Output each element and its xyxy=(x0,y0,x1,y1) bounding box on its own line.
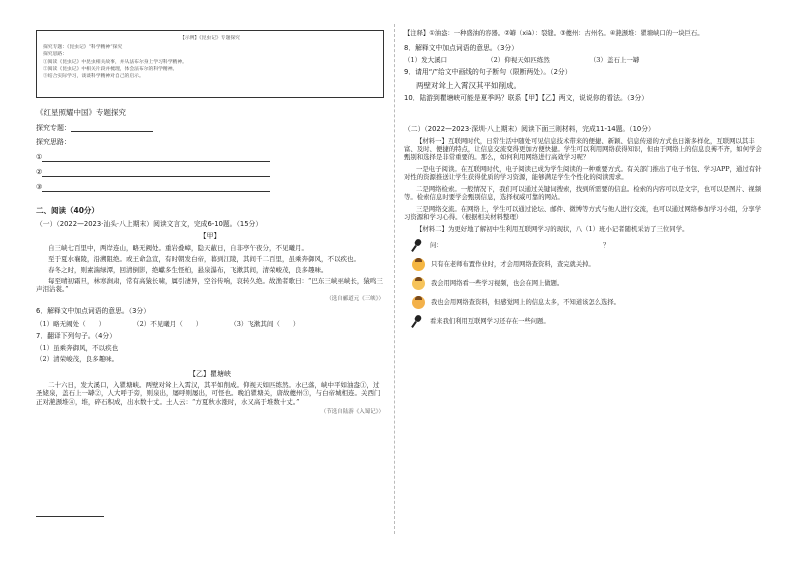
passage-paragraph: 每至晴初霜旦，林寒涧肃，常有高猿长啸，属引凄异，空谷传响，哀转久绝。故渔者歌曰：“巴东三峡巫峡长，猿鸣三声泪沾裳。” xyxy=(36,277,383,294)
option: （2）仰视天如匹练然 xyxy=(487,56,550,65)
path-row xyxy=(36,138,384,147)
passage-paragraph: 二十六日，发大溪口，入瞿塘峡。两壁对耸上入霄汉，其平如削成。仰视天如匹练然。水已落，峡中平如油盎①，过圣姥泉，盖石上一罅②，人大呼于旁，则泉出，屡呼则屡出，可怪也。晚泊瞿塘关，唐故夔州③，与白帝城相连。关西门正对滟滪堆④，堆，碎石积成，出水数十丈。土人云：“方夏秋水涨时，水又高于堆数十丈。” xyxy=(36,381,381,406)
path-item-row xyxy=(36,153,384,162)
path-answer-line[interactable] xyxy=(42,168,270,177)
passage-source: （节选自陆游《入蜀记》） xyxy=(320,408,384,415)
material-two: 【材料二】为更好地了解初中生利用互联网学习的现状，八（1）班小记者随机采访了三位同学。 xyxy=(416,225,689,234)
left-column xyxy=(36,30,384,416)
interview-row xyxy=(412,296,764,309)
option: （1）略无阙处（ ） xyxy=(36,319,106,328)
path-answer-line[interactable] xyxy=(42,153,270,162)
passage-jia-title: 【甲】 xyxy=(199,231,221,240)
option: （2）不见曦月（ ） xyxy=(133,319,203,328)
topic-row xyxy=(36,123,384,132)
student-avatar-icon xyxy=(412,258,425,271)
example-box-line: ②阅读《昆虫记》中相关片段并梳理，体会法布尔的科学精神。 xyxy=(43,66,178,72)
path-label: 探究思路： xyxy=(36,138,71,147)
student-avatar-icon xyxy=(412,296,425,309)
option: （3）飞漱其间（ ） xyxy=(230,319,300,328)
topic-title: 《红星照耀中国》专题探究 xyxy=(36,108,126,117)
question-9-sentence: 两壁对耸上入霄汉其平如削成。 xyxy=(416,80,521,90)
option: （1）发大溪口 xyxy=(404,56,448,65)
interview-row xyxy=(412,277,764,290)
example-box-line: ①阅读《昆虫记》中昆虫相关故事，并从法布尔身上学习科学精神。 xyxy=(43,59,187,65)
path-item-number: ③ xyxy=(36,183,43,192)
question-7-item: （2）清荣峻茂，良多趣味。 xyxy=(36,355,119,364)
path-item-row xyxy=(36,183,384,192)
topic-answer-line[interactable] xyxy=(71,123,153,132)
material-paragraph: 二是网络检索。一般情况下，我们可以通过关键词搜索，找到所需要的信息。检索的内容可以是文字，也可以是图片、视频等。检索信息时要学会甄别信息，选择权威可靠的网站。 xyxy=(404,185,762,202)
example-box-line: 探究思路： xyxy=(43,52,67,58)
interview-question: 问： ？ xyxy=(430,241,610,249)
passage-paragraph: 至于夏水襄陵，沿溯阻绝。或王命急宣，有时朝发白帝，暮到江陵，其间千二百里，虽乘奔御风，不以疾也。 xyxy=(48,254,360,263)
passage-source: （选自郦道元《三峡》） xyxy=(326,296,384,303)
example-box-line: 探究专题：《昆虫记》“科学精神”探究 xyxy=(43,45,123,51)
question-8-options xyxy=(404,56,764,64)
material-paragraph: 三是网络交流。在网络上，学生可以通过论坛、邮件、微博等方式与他人进行交流，也可以通过网络参加学习小组，分享学习资源和学习心得。（根据相关材料整理） xyxy=(404,205,762,222)
question-8: 8．解释文中加点词语的意思。（3分） xyxy=(404,43,518,52)
annotation: 【注释】①油盎：一种盛油的容器。②罅（xià）：裂缝。③夔州：古州名。④滟滪堆：瞿塘峡口的一块巨石。 xyxy=(404,30,704,37)
question-7: 7．翻译下列句子。（4分） xyxy=(36,331,117,340)
interview-row xyxy=(412,315,764,328)
interview-answer: 只有在老师布置作业时，才会用网络查资料，查完就关掉。 xyxy=(431,260,595,268)
student-avatar-icon xyxy=(412,277,425,290)
material-paragraph: 【材料一】互联网时代，日常生活中随处可见信息技术带来的便捷、新颖、信息传递的方式也日渐多样化，互联网以其丰富、及时、便捷的特点，让信息交流变得更加方便快捷。学生可以利用网络获得知识，但由于网络上的信息良莠不齐，如何学会甄别和选择是非常重要的。那么，如何利用网络进行高效学习呢？ xyxy=(404,137,762,162)
option: （3）盖石上一罅 xyxy=(589,56,640,65)
passage-paragraph: 春冬之时，则素湍绿潭，回清倒影，绝巘多生怪柏，悬泉瀑布，飞漱其间，清荣峻茂，良多趣味。 xyxy=(48,265,328,274)
right-column xyxy=(404,30,764,328)
example-box-title: 【示例】《昆虫记》专题探究 xyxy=(180,36,240,41)
reading-intro: （一）（2022—2023·汕头·八上期末）阅读文言文，完成6-10题。（15分） xyxy=(36,219,263,228)
section-heading: 二、阅读（40分） xyxy=(36,206,99,216)
question-9: 9．请用“/”给文中画线的句子断句（限断两处）。（2分） xyxy=(404,68,572,77)
path-item-row xyxy=(36,168,384,177)
microphone-icon xyxy=(412,239,424,252)
interview-answer: 我会用网络看一些学习视频，也会在网上做题。 xyxy=(431,279,564,287)
passage-paragraph: 自三峡七百里中，两岸连山，略无阙处。重岩叠嶂，隐天蔽日，自非亭午夜分，不见曦月。 xyxy=(48,243,308,252)
interview-answer: 我也会用网络查资料，但感觉网上的信息太多，不知道该怎么选择。 xyxy=(431,298,620,306)
path-item-number: ② xyxy=(36,168,43,177)
material-paragraph: 一是电子阅读。在互联网时代，电子阅读已成为学生阅读的一种重要方式。有关部门推出了电子书包、学习APP，通过有针对性的资源推送让学生获得优质的学习资源，能够满足学生个性化的阅读需求。 xyxy=(404,165,762,182)
interview-closing: 看来我们利用互联网学习还存在一些问题。 xyxy=(430,317,550,325)
path-answer-line[interactable] xyxy=(42,183,270,192)
topic-label: 探究专题： xyxy=(36,123,71,132)
question-6: 6．解释文中加点词语的意思。（3分） xyxy=(36,307,150,316)
reading2-intro: （二）（2022—2023·深圳·八上期末）阅读下面三则材料，完成11-14题。（10分） xyxy=(404,124,655,133)
question-7-item: （1）虽乘奔御风，不以疾也 xyxy=(36,344,119,353)
question-6-options xyxy=(36,320,384,328)
example-box xyxy=(36,30,384,98)
interview-row xyxy=(412,258,764,271)
column-divider xyxy=(394,24,395,534)
microphone-icon xyxy=(412,315,424,328)
example-box-line: ③结合实际学习，谈谈科学精神对自己的启示。 xyxy=(43,73,144,79)
footnote-line xyxy=(36,516,104,517)
interview-row xyxy=(412,239,764,252)
path-item-number: ① xyxy=(36,153,43,162)
passage-yi-title: 【乙】瞿塘峡 xyxy=(189,369,231,378)
question-10: 10．陆游到瞿塘峡可能是夏季吗？联系【甲】【乙】两文，说说你的看法。（3分） xyxy=(404,94,649,103)
